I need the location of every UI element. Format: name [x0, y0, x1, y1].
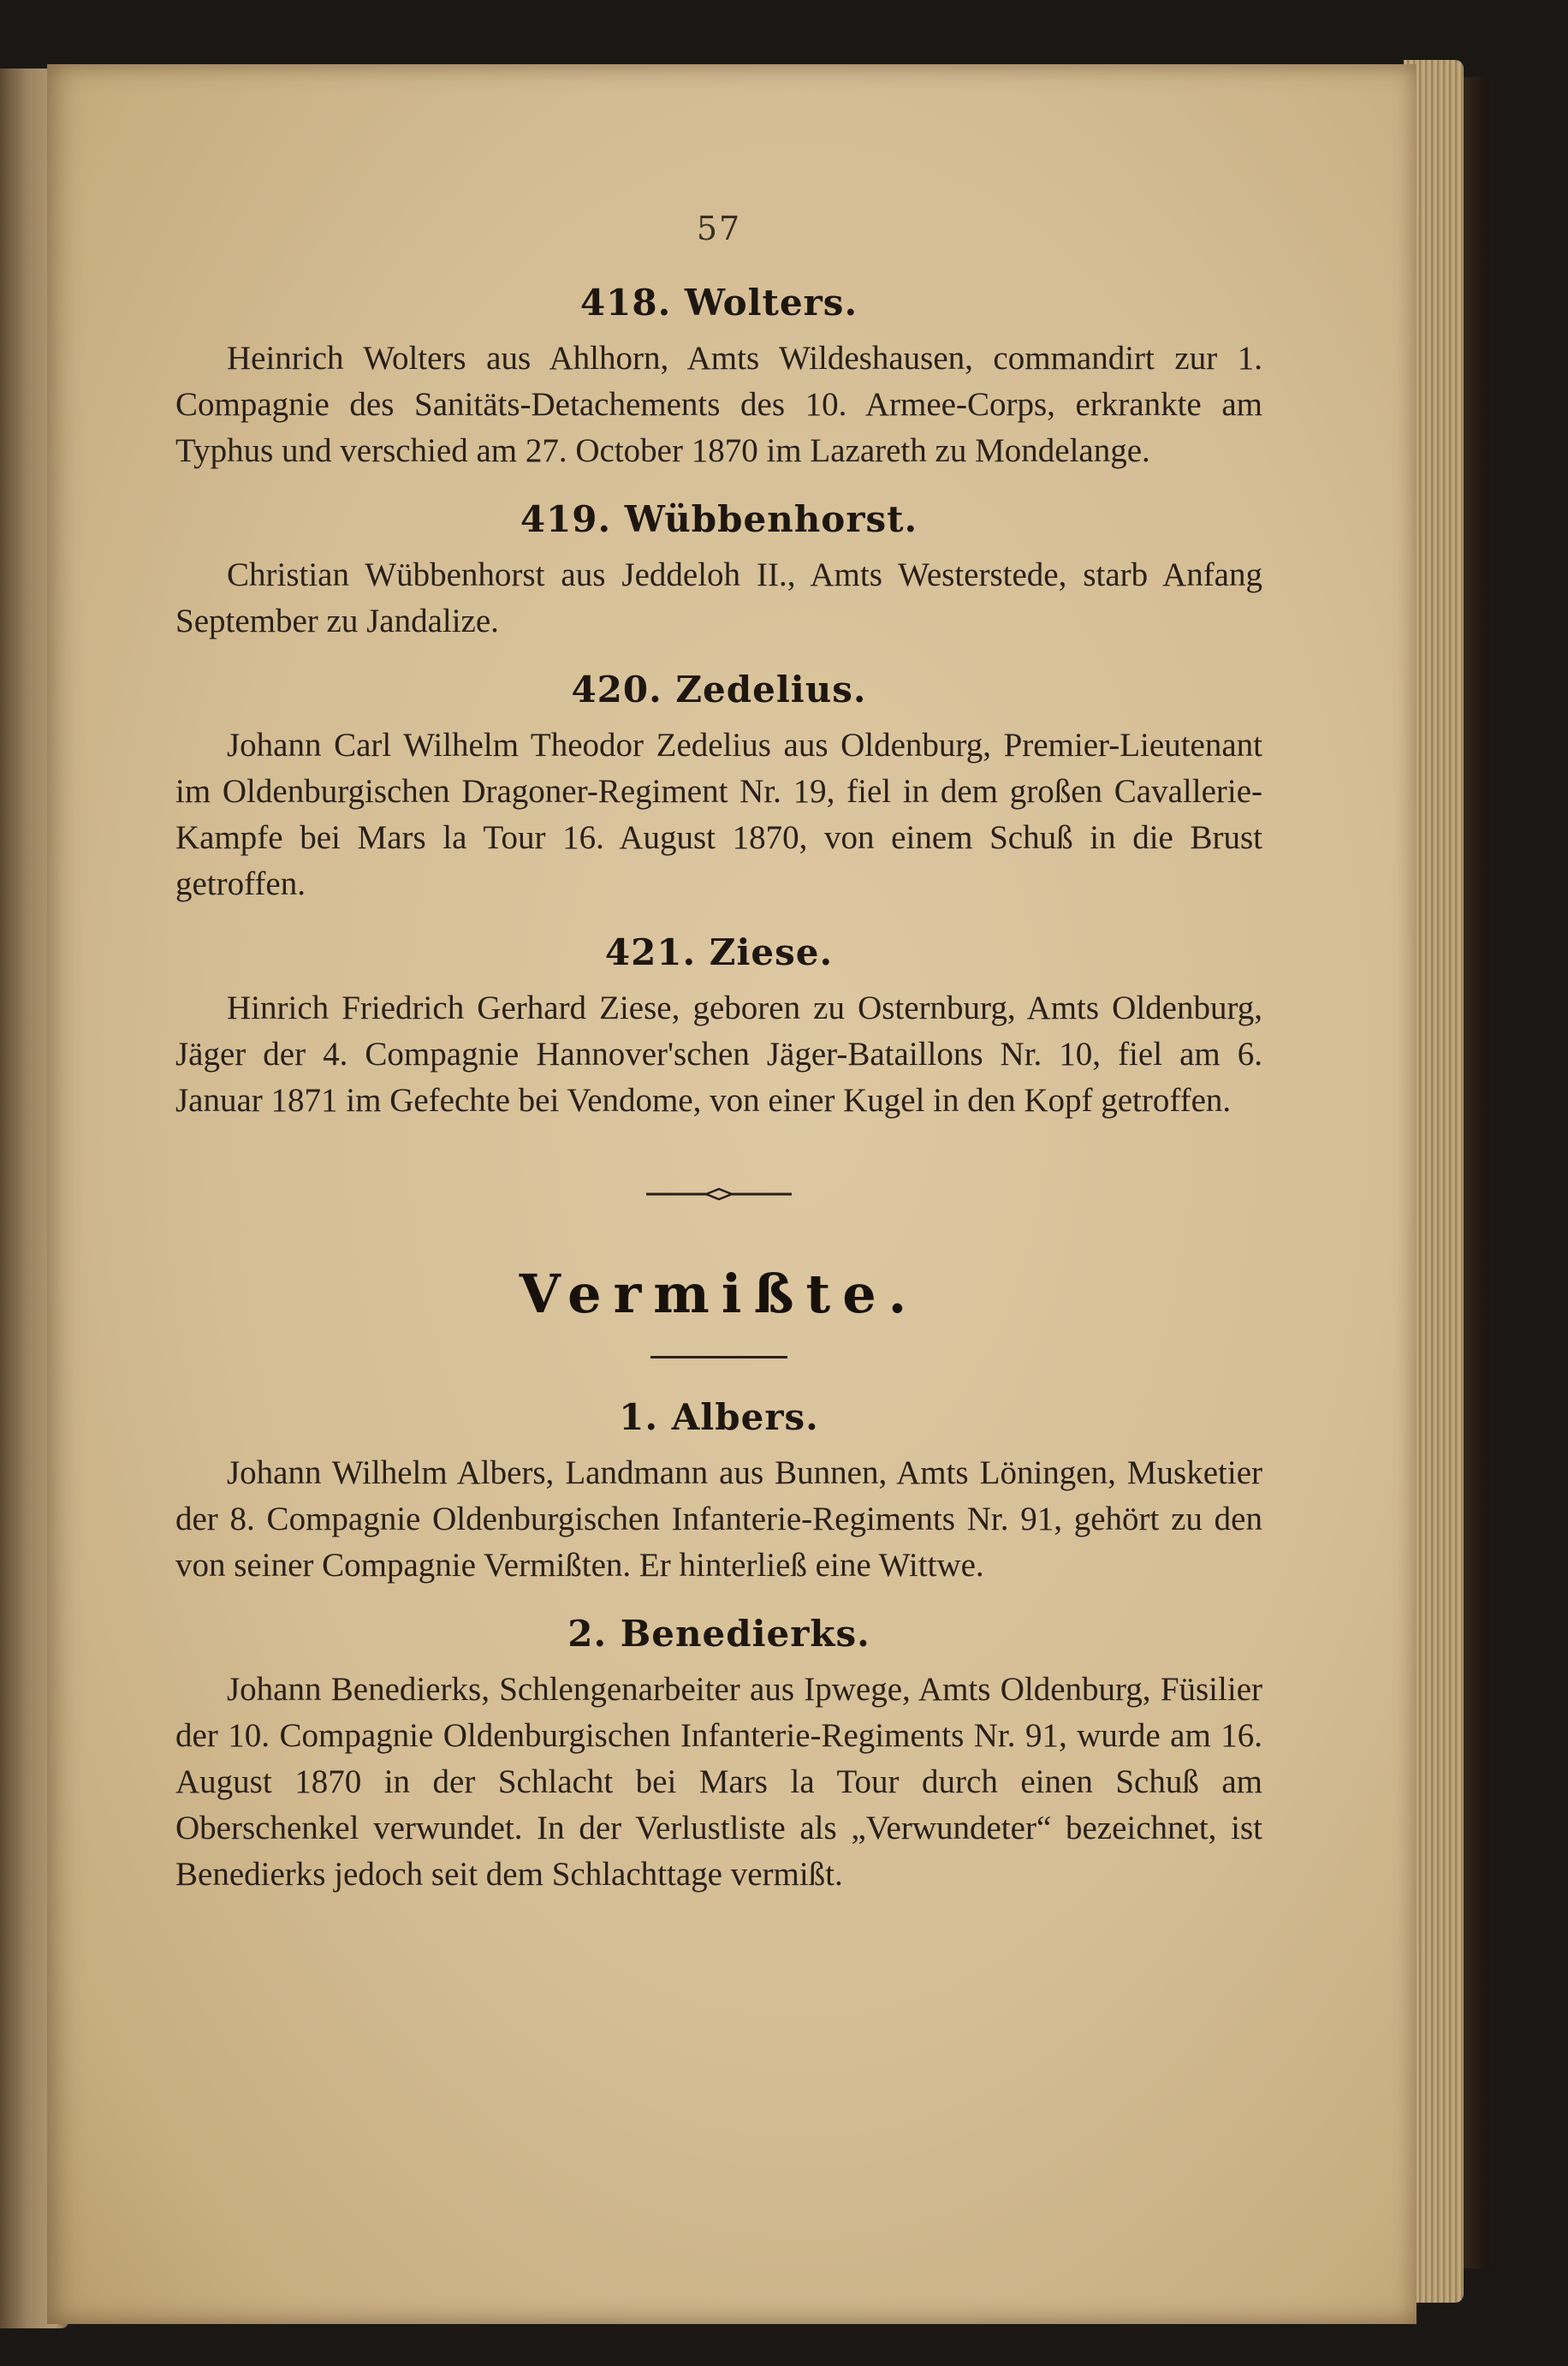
page-content: [175, 210, 1262, 1922]
entry-heading: 418. Wolters.: [579, 282, 858, 324]
entry-text: Johann Benedierks, Schlengenarbeiter aus Ipwege, Amts Oldenburg, Füsilier der 10. Compagnie Oldenburgischen Infanterie-Regiments Nr. 91, wurde am 16. August 1870 in der Schlacht bei Mars la Tour durch einen Schuß am Oberschenkel verwundet. In der Verlustliste als „Verwundeter“ bezeichnet, ist Benedierks jedoch seit dem Schlachttage vermißt.: [175, 1671, 1262, 1893]
entry-419: [175, 498, 1262, 645]
missing-entry-2: [175, 1613, 1262, 1898]
missing-entry-1: [175, 1396, 1262, 1589]
entry-418: [175, 282, 1262, 474]
entry-heading: 2. Benedierks.: [567, 1613, 870, 1655]
entry-heading: 421. Ziese.: [604, 931, 834, 973]
entry-420: [175, 669, 1262, 907]
book-page: [47, 64, 1417, 2324]
section-title: Vermißte.: [519, 1263, 919, 1325]
page-number: 57: [696, 210, 742, 247]
entry-421: [175, 931, 1262, 1124]
ornamental-divider: [646, 1186, 792, 1203]
section-rule: [650, 1356, 787, 1358]
entry-heading: 420. Zedelius.: [571, 669, 867, 710]
entry-heading: 1. Albers.: [619, 1396, 819, 1438]
entry-text: Johann Wilhelm Albers, Landmann aus Bunnen, Amts Löningen, Musketier der 8. Compagnie Oldenburgischen Infanterie-Regiments Nr. 91, gehört zu den von seiner Compagnie Vermißten. Er hinterließ eine Wittwe.: [175, 1454, 1262, 1584]
entry-heading: 419. Wübbenhorst.: [520, 498, 918, 540]
entry-text: Heinrich Wolters aus Ahlhorn, Amts Wildeshausen, commandirt zur 1. Compagnie des Sanitäts-Detachements des 10. Armee-Corps, erkrankte am Typhus und verschied am 27. October 1870 im Lazareth zu Mondelange.: [175, 340, 1262, 469]
entry-text: Johann Carl Wilhelm Theodor Zedelius aus Oldenburg, Premier-Lieutenant im Oldenburgischen Dragoner-Regiment Nr. 19, fiel in dem großen Cavallerie-Kampfe bei Mars la Tour 16. August 1870, von einem Schuß in die Brust getroffen.: [175, 727, 1262, 902]
entry-text: Christian Wübbenhorst aus Jeddeloh II., Amts Westerstede, starb Anfang September zu Jandalize.: [175, 556, 1262, 639]
entry-text: Hinrich Friedrich Gerhard Ziese, geboren zu Osternburg, Amts Oldenburg, Jäger der 4. Compagnie Hannover'schen Jäger-Bataillons Nr. 10, fiel am 6. Januar 1871 im Gefechte bei Vendome, von einer Kugel in den Kopf getroffen.: [175, 990, 1262, 1119]
